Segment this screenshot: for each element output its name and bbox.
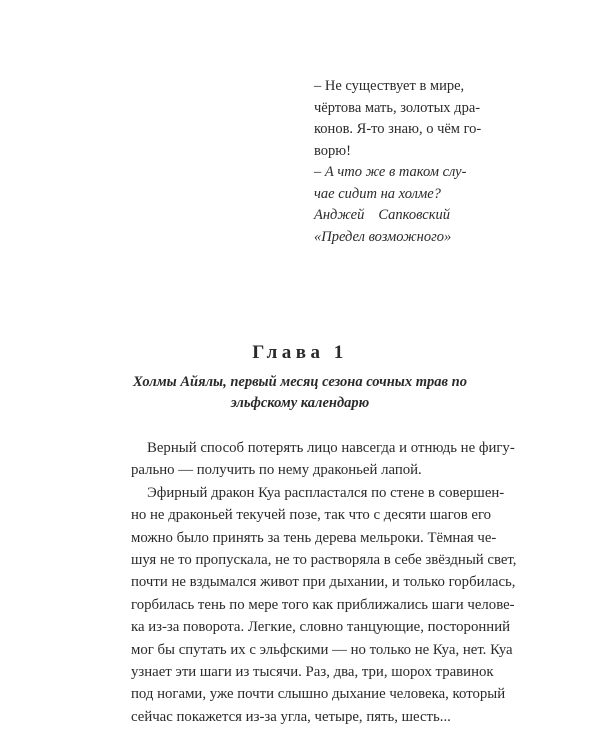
epigraph-line: – А что же в таком слу- <box>314 164 467 180</box>
epigraph-line: чёртова мать, золотых дра- <box>314 99 481 116</box>
body-line: мог бы спутать их с эльфскими — но только не Куа, нет. Куа <box>131 641 513 658</box>
epigraph-line: чае сидит на холме? <box>314 185 441 202</box>
chapter-title: Глава 1 <box>252 342 348 363</box>
body-line: рально — получить по нему драконьей лапой. <box>131 462 422 479</box>
epigraph-line: конов. Я-то знаю, о чём го- <box>314 121 482 137</box>
body-line: Эфирный дракон Куа распластался по стене в совершен- <box>147 484 505 501</box>
body-line: горбилась тень по мере того как приближались шаги челове- <box>131 596 515 613</box>
body-line: узнает эти шаги из тысячи. Раз, два, три, шорох травинок <box>131 664 494 681</box>
body-line: можно было принять за тень дерева мельроки. Тёмная че- <box>131 529 497 546</box>
chapter-subtitle <box>0 372 600 414</box>
epigraph-line: ворю! <box>314 142 351 159</box>
epigraph <box>314 76 482 248</box>
body-text <box>131 437 517 728</box>
body-line: Верный способ потерять лицо навсегда и отнюдь не фигу- <box>147 440 515 456</box>
chapter-subtitle-line: эльфскому календарю <box>230 395 370 411</box>
epigraph-line: – Не существует в мире, <box>314 78 465 94</box>
body-line: почти не вздымался живот при дыхании, и только горбилась, <box>131 574 516 591</box>
chapter-heading <box>0 340 600 414</box>
epigraph-author: Анджей Сапковский <box>314 207 450 223</box>
body-line: ка из-за поворота. Легкие, словно танцующие, посторонний <box>131 619 511 636</box>
body-line: сейчас покажется из-за угла, четыре, пять, шесть... <box>131 708 451 725</box>
body-line: но не драконьей текучей позе, так что с десяти шагов его <box>131 507 492 524</box>
body-line: под ногами, уже почти слышно дыхание человека, который <box>131 686 506 703</box>
body-line: шуя не то пропускала, не то растворяла в себе звёздный свет, <box>131 552 517 569</box>
epigraph-source: «Предел возможного» <box>314 228 452 245</box>
chapter-subtitle-line: Холмы Айялы, первый месяц сезона сочных трав по <box>133 374 467 390</box>
